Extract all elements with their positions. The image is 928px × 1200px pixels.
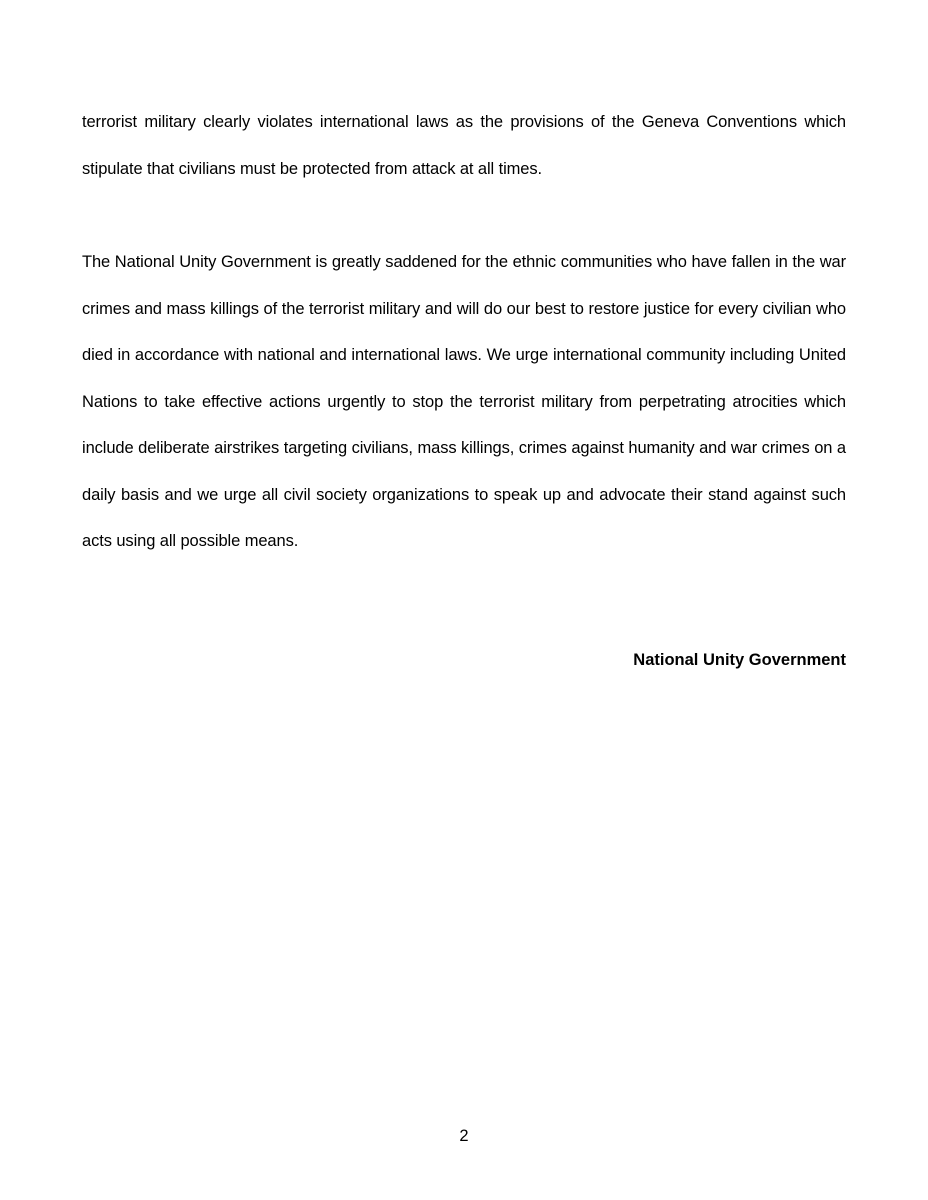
body-paragraph-statement: The National Unity Government is greatly saddened for the ethnic communities who have fallen in the war crimes and mass killings of the terrorist military and will do our best to restore justice for every civilian who died in accordance with national and international laws. We urge international community including United Nations to take effective actions urgently to stop the terrorist military from perpetrating atrocities which include deliberate airstrikes targeting civilians, mass killings, crimes against humanity and war crimes on a daily basis and we urge all civil society organizations to speak up and advocate their stand against such acts using all possible means. — [82, 253, 846, 550]
body-paragraph-continuation: terrorist military clearly violates international laws as the provisions of the Geneva Conventions which stipulate that civilians must be protected from attack at all times. — [82, 113, 846, 178]
signature-line: National Unity Government — [633, 651, 846, 669]
page-number: 2 — [459, 1127, 469, 1145]
